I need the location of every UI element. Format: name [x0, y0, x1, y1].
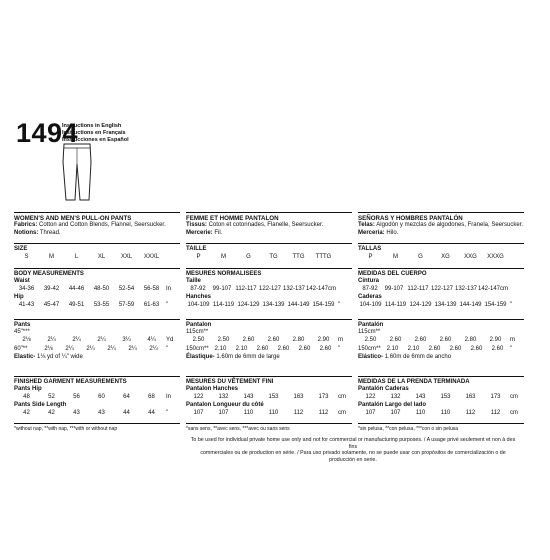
fabrics-line: Fabrics: Cotton and Cotton Blends, Flannel, Seersucker. [14, 222, 166, 229]
sizes-row: P M G XG XXG XXXG [368, 253, 504, 260]
waist-row: 87-92 99-107 112-117 122-127 132-137 142-147cm [190, 286, 337, 293]
yardage-section: Pantalon 115cm** 2.50 2.50 2.60 2.60 2.80 2.90 m 150cm** 2.10 2.10 2.60 2.60 2.60 2.60 " Élastique- 1.60m de 6mm de large [186, 319, 352, 376]
disclaimer-line: To be used for individual private home use only and not for commercial or manufacturing purposes. / A usage privé seulement et non à des fins [190, 437, 516, 450]
header-block [14, 212, 180, 243]
pants-sketch-icon [60, 142, 94, 204]
instruction-line-es: Instrucciones en Español [62, 137, 129, 143]
column-title: SEÑORAS Y HOMBRES PANTALÓN [358, 215, 463, 222]
column-english [14, 212, 180, 433]
hip-row: 41-43 45-47 49-51 53-55 57-59 61-63 " [18, 302, 169, 309]
notions-line: Mercería: Hilo. [358, 229, 399, 236]
waist-row: 87-92 99-107 112-117 122-127 132-137 142-147cm [362, 286, 509, 293]
finished-length-row: 107 107 110 110 112 112 cm [193, 410, 346, 417]
elastic-line: Élastique- 1.60m de 6mm de large [186, 353, 280, 360]
finished-measurements-section: FINISHED GARMENT MEASUREMENTS Pants Hip 48 52 56 60 64 68 In Pants Side Length 42 42 43 43 44 44 " [14, 376, 180, 423]
elastic-line: Elastic- 1⅛ yd of ¼" wide [14, 353, 83, 360]
column-spanish [358, 212, 524, 433]
width45-row: 2.50 2.50 2.60 2.60 2.80 2.90 m [192, 337, 343, 344]
body-measurements-section: MESURES NORMALISEES Taille 87-92 99-107 112-117 122-127 132-137 142-147cm Hanches 104-109 114-119 124-129 134-139 144-149 154-159 " [186, 268, 352, 319]
finished-hip-row: 122 132 143 153 163 173 cm [193, 394, 346, 401]
width45-row: 2.50 2.60 2.60 2.60 2.80 2.90 m [364, 337, 515, 344]
header-block [186, 212, 352, 243]
header-block [358, 212, 524, 243]
finished-hip-row: 48 52 56 60 64 68 In [23, 394, 172, 401]
instruction-languages [62, 123, 129, 144]
finished-measurements-section: MEDIDAS DE LA PRENDA TERMINADA Pantalón Caderas 122 132 143 153 163 173 cm Pantalón Largo del lado 107 107 110 110 112 112 cm [358, 376, 524, 423]
yardage-section: Pantalón 115cm** 2.50 2.60 2.60 2.60 2.80 2.90 m 150cm** 2.10 2.10 2.60 2.60 2.60 2.60 " Elástico- 1.60m de 6mm de ancho [358, 319, 524, 376]
width60-row: 150cm** 2.10 2.10 2.60 2.60 2.60 2.60 " [358, 345, 513, 352]
width60-row: 150cm** 2.10 2.10 2.60 2.60 2.60 2.60 " [186, 345, 341, 352]
notions-line: Mercerie: Fil. [186, 229, 223, 236]
yardage-section: Pants 45"*** 2⅛ 2¼ 2¼ 2¼ 3¼ 4¼ Yd 60"** 2⅛ 2¼ 2¼ 2¼ 2¼ 2¼ " Elastic- 1⅛ yd of ¼" wide [14, 319, 180, 376]
width45-row: 2⅛ 2¼ 2¼ 2¼ 3¼ 4¼ Yd [22, 337, 174, 344]
column-french [186, 212, 352, 433]
finished-length-row: 42 42 43 43 44 44 " [23, 410, 169, 417]
finished-length-row: 107 107 110 110 112 112 cm [365, 410, 518, 417]
usage-disclaimer [188, 437, 518, 463]
finished-measurements-section: MESURES DU VÊTEMENT FINI Pantalon Hanches 122 132 143 153 163 173 cm Pantalon Longueur du côté 107 107 110 110 112 112 cm [186, 376, 352, 423]
footnote: *sans sens, **avec sens, ***avec ou sans sens [186, 423, 352, 433]
notions-line: Notions: Thread. [14, 229, 61, 236]
disclaimer-line: commerciales ou de production en série. / Para uso privado solamente, no se puede usar con propósitos de comercialización o de producción en serie. [200, 450, 506, 463]
size-section: TALLAS P M G XG XXG XXXG [358, 243, 524, 268]
fabrics-line: Telas: Algodón y mezclas de algodones, Franela, Seersucker. [358, 222, 524, 229]
finished-hip-row: 122 132 143 153 163 173 cm [365, 394, 518, 401]
instruction-line-fr: Instructions en Français [62, 130, 126, 136]
elastic-line: Elástico- 1.60m de 6mm de ancho [358, 353, 452, 360]
body-measurements-section: MEDIDAS DEL CUERPO Cintura 87-92 99-107 112-117 122-127 132-137 142-147cm Caderas 104-109 114-119 124-129 134-139 144-149 154-159 " [358, 268, 524, 319]
footnote: *without nap, **with nap, ***with or without nap [14, 423, 180, 433]
sizes-row: P M G TG TTG TTTG [196, 253, 332, 260]
waist-row: 34-36 39-42 44-46 48-50 52-54 56-58 In [18, 286, 172, 293]
sizes-row: S M L XL XXL XXXL [24, 253, 160, 260]
size-section: SIZE S M L XL XXL XXXL [14, 243, 180, 268]
body-measurements-section: BODY MEASUREMENTS Waist 34-36 39-42 44-46 48-50 52-54 56-58 In Hip 41-43 45-47 49-51 53-55 57-59 61-63 " [14, 268, 180, 319]
fabrics-line: Tissus: Coton et cotonnades, Flanelle, Seersucker. [186, 222, 324, 229]
hip-row: 104-109 114-119 124-129 134-139 144-149 154-159 " [359, 302, 513, 309]
pattern-number: 1494 [16, 118, 79, 148]
column-title: FEMME ET HOMME PANTALON [186, 215, 279, 222]
width60-row: 60"** 2⅛ 2¼ 2¼ 2¼ 2¼ 2¼ " [14, 345, 169, 352]
size-section: TAILLE P M G TG TTG TTTG [186, 243, 352, 268]
hip-row: 104-109 114-119 124-129 134-139 144-149 154-159 " [187, 302, 341, 309]
column-title: WOMEN'S AND MEN'S PULL-ON PANTS [14, 215, 132, 222]
footnote: *sin pelusa, **con pelusa, ***con o sin pelusa [358, 423, 524, 433]
instruction-line-en: Instructions in English [62, 123, 122, 129]
